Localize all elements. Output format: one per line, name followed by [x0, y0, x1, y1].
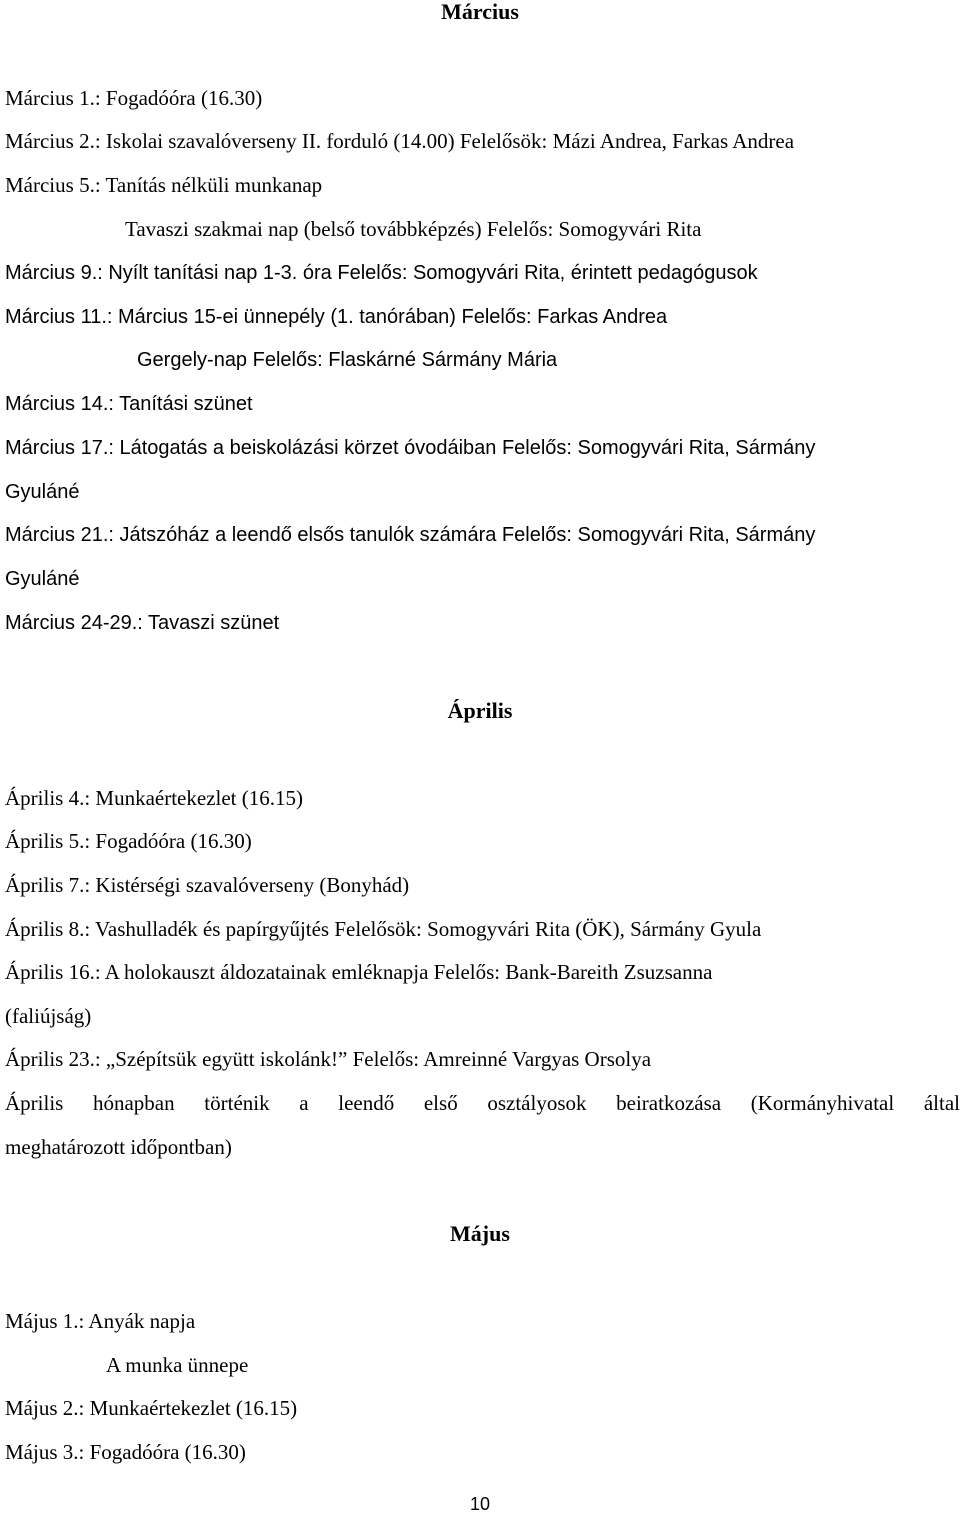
event-line: Május 3.: Fogadóóra (16.30)	[5, 1440, 246, 1464]
event-line: Március 1.: Fogadóóra (16.30)	[5, 86, 263, 110]
event-line: Március 21.: Játszóház a leendő elsős tanulók számára Felelős: Somogyvári Rita, Sármány	[5, 524, 816, 546]
event-line: Március 5.: Tanítás nélküli munkanap	[5, 173, 323, 197]
event-line: Március 17.: Látogatás a beiskolázási körzet óvodáiban Felelős: Somogyvári Rita, Sármány	[5, 437, 816, 459]
event-line-wrap: meghatározott időpontban)	[5, 1135, 232, 1159]
event-line: Március 2.: Iskolai szavalóverseny II. forduló (14.00) Felelősök: Mázi Andrea, Farkas Andrea	[5, 129, 795, 153]
event-line-wrap: Gyuláné	[5, 568, 80, 590]
event-line: Április 23.: „Szépítsük együtt iskolánk!” Felelős: Amreinné Vargyas Orsolya	[5, 1047, 652, 1071]
event-line: Április 5.: Fogadóóra (16.30)	[5, 829, 252, 853]
event-line: Április 8.: Vashulladék és papírgyűjtés Felelősök: Somogyvári Rita (ÖK), Sármány Gyula	[5, 917, 762, 941]
event-line-continuation: Tavaszi szakmai nap (belső továbbképzés) Felelős: Somogyvári Rita	[125, 217, 702, 241]
section-heading-majus: Május	[450, 1221, 510, 1246]
event-line: Március 9.: Nyílt tanítási nap 1-3. óra Felelős: Somogyvári Rita, érintett pedagógusok	[5, 262, 758, 284]
event-line: Május 1.: Anyák napja	[5, 1309, 196, 1333]
event-line: Március 14.: Tanítási szünet	[5, 393, 253, 415]
event-line-justified: Április hónapban történik a leendő első osztályosok beiratkozása (Kormányhivatal által	[5, 1091, 960, 1115]
event-line: Április 4.: Munkaértekezlet (16.15)	[5, 786, 303, 810]
section-heading-marcius: Március	[441, 0, 519, 24]
event-line-wrap: Gyuláné	[5, 481, 80, 503]
section-heading-aprilis: Április	[447, 698, 513, 723]
page-number: 10	[469, 1494, 491, 1514]
event-line: Május 2.: Munkaértekezlet (16.15)	[5, 1396, 298, 1420]
event-line: Március 24-29.: Tavaszi szünet	[5, 612, 280, 634]
event-line-continuation: A munka ünnepe	[106, 1353, 249, 1377]
event-line: Március 11.: Március 15-ei ünnepély (1. tanórában) Felelős: Farkas Andrea	[5, 306, 668, 328]
event-line-continuation: Gergely-nap Felelős: Flaskárné Sármány Mária	[137, 349, 558, 371]
event-line-wrap: (faliújság)	[5, 1004, 92, 1028]
event-line: Április 7.: Kistérségi szavalóverseny (Bonyhád)	[5, 873, 410, 897]
event-line: Április 16.: A holokauszt áldozatainak emléknapja Felelős: Bank-Bareith Zsuzsanna	[5, 960, 713, 984]
